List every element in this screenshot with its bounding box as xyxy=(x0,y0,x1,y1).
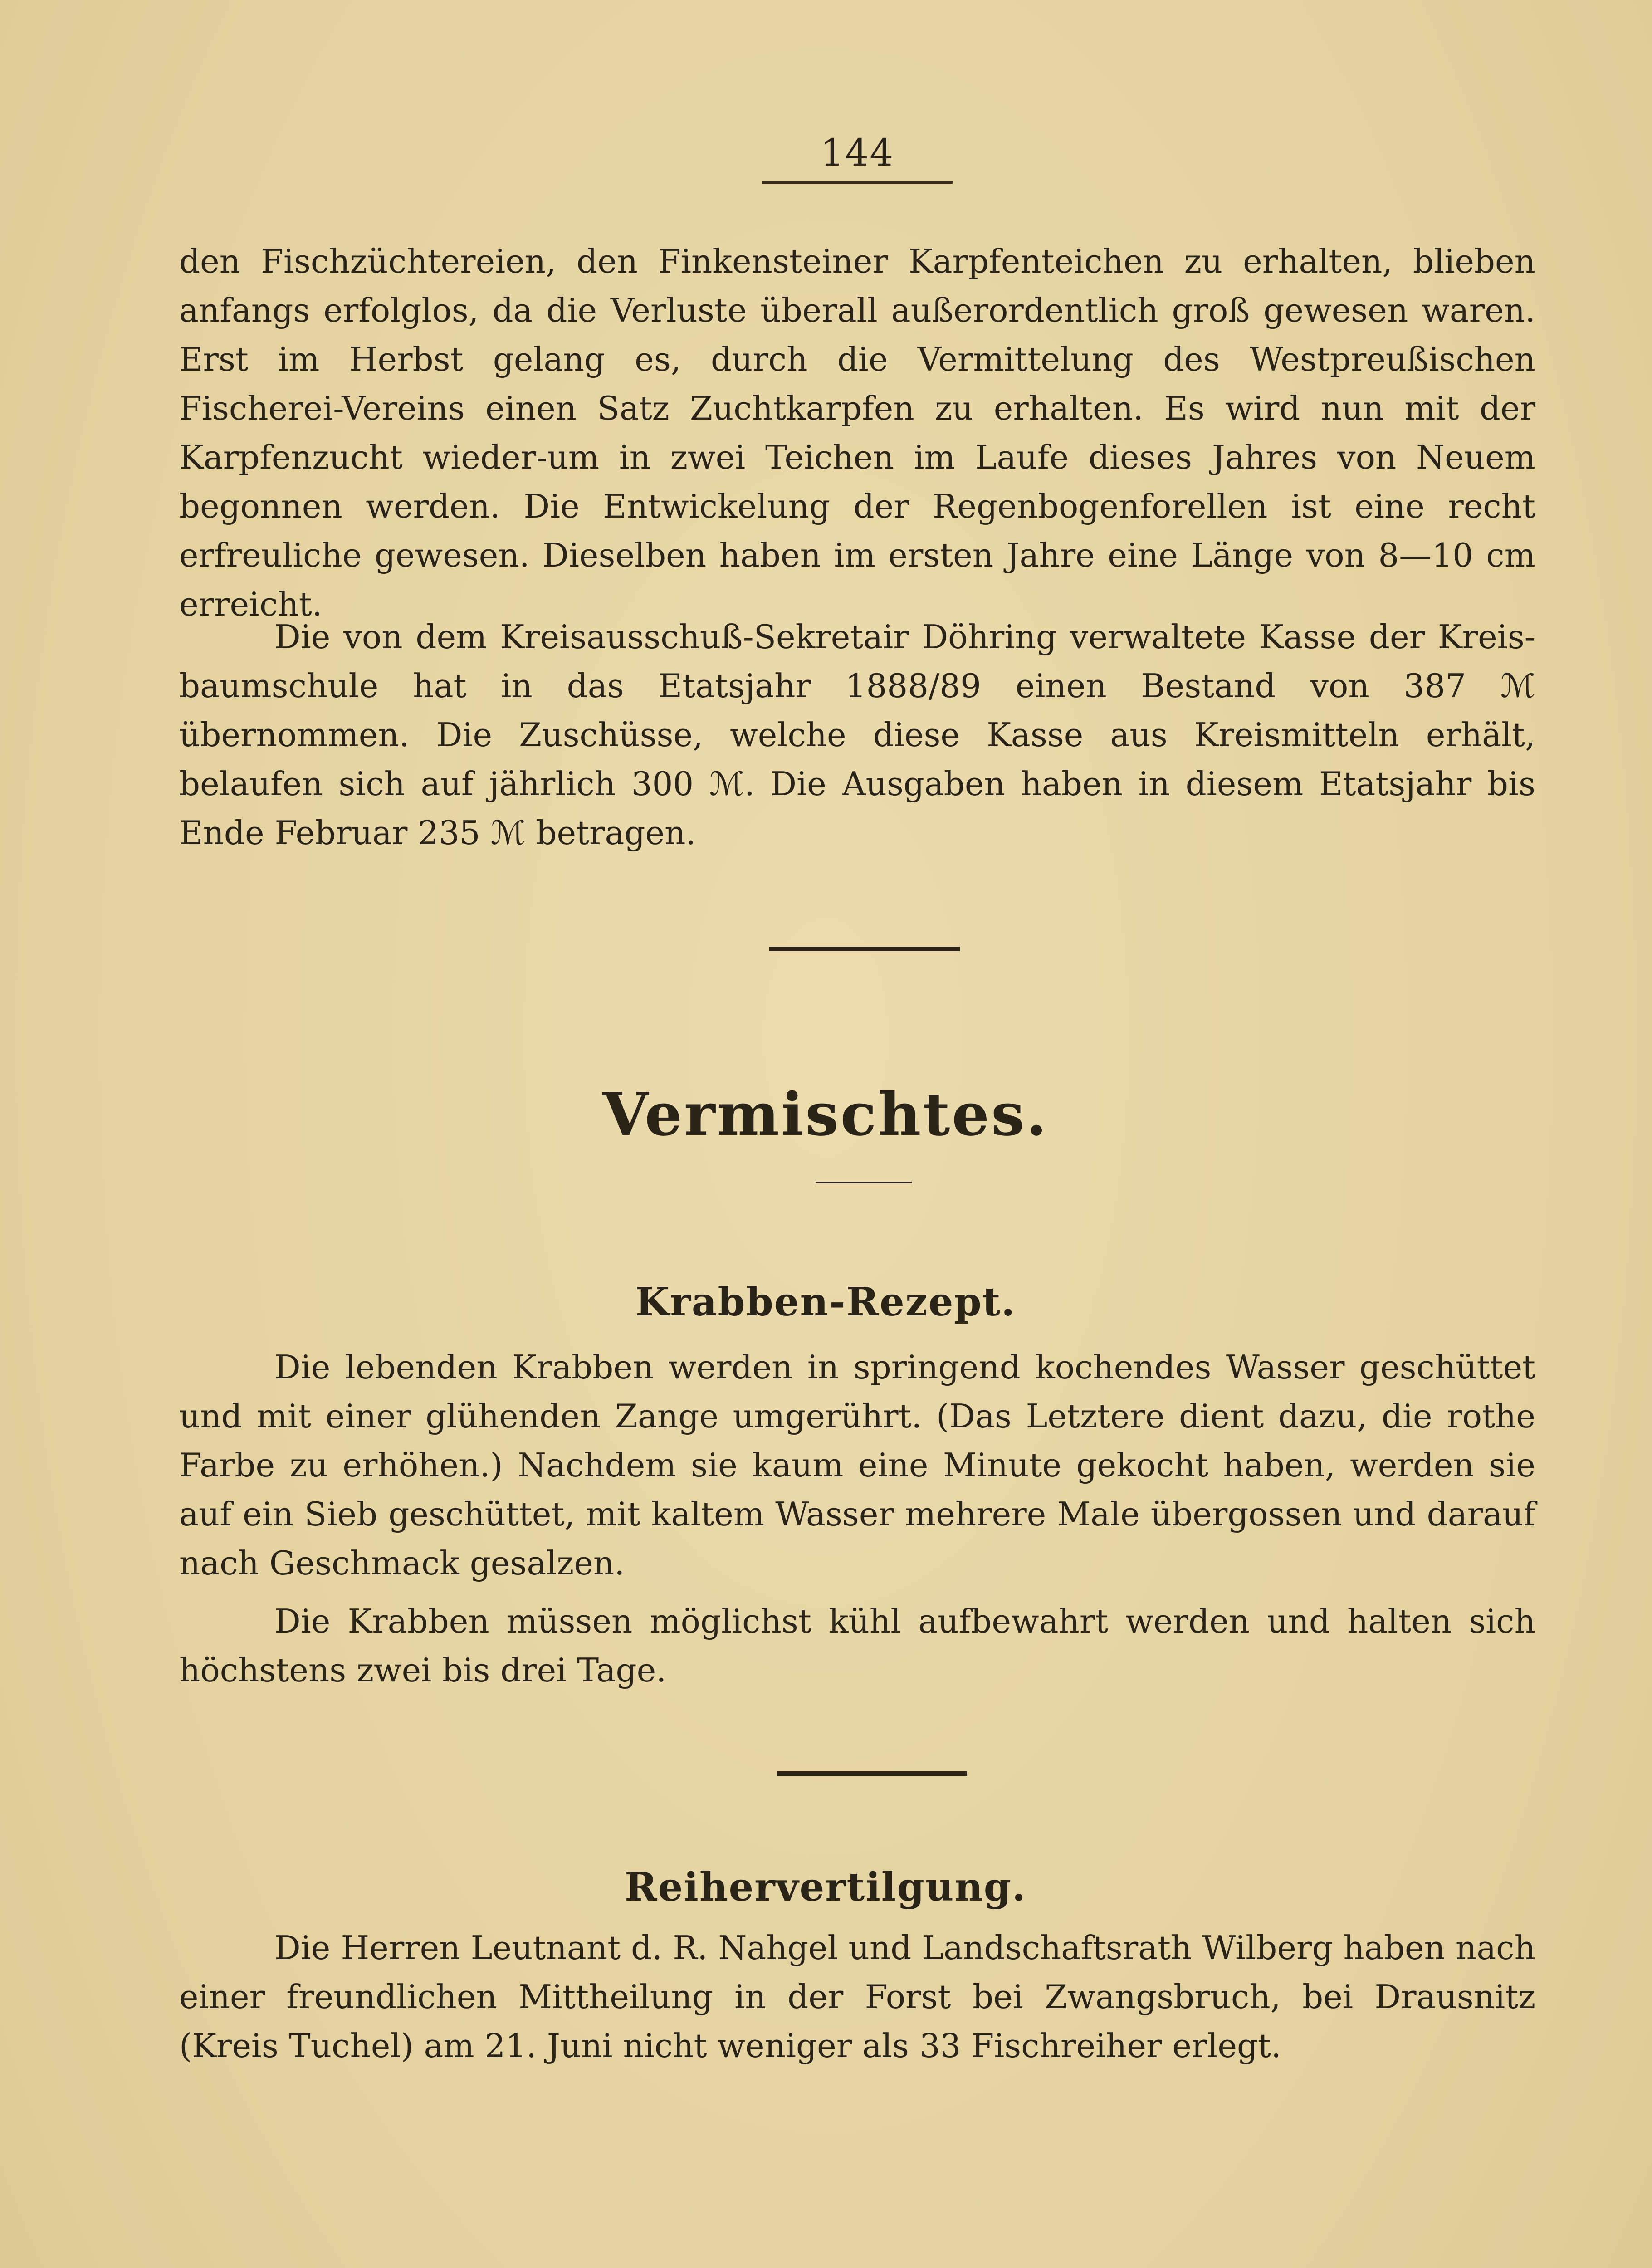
article-title-krabben: Krabben-Rezept. xyxy=(635,1279,1016,1325)
section-divider xyxy=(769,947,960,951)
intro-paragraph-1 xyxy=(179,237,1535,629)
page-number: 144 xyxy=(820,132,894,175)
article-reiher-paragraph-1: Die Herren Leutnant d. R. Nahgel und Landschaftsrath Wilberg haben nach einer freundlichen Mittheilung in der Forst bei Zwangsbruch, bei Drausnitz (Kreis Tuchel) am 21. Juni nicht weniger als 33 Fischreiher erlegt. xyxy=(179,1929,1535,2065)
article-divider xyxy=(777,1771,967,1776)
intro-text-1: den Fischzüchtereien, den Finkensteiner Karpfenteichen zu erhalten, blieben anfangs erfolglos, da die Verluste überall außerordentlich groß gewesen waren. Erst im Herbst gelang es, durch die Vermittelung des Westpreußischen Fischerei-Vereins einen Satz Zuchtkarpfen zu erhalten. Es wird nun mit der Karpfenzucht wieder-um in zwei Teichen im Laufe dieses Jahres von Neuem begonnen werden. Die Entwickelung der Regenbogenforellen ist eine recht erfreuliche gewesen. Dieselben haben im ersten Jahre eine Länge von 8—10 cm erreicht. xyxy=(179,242,1535,623)
article-title-reiher: Reihervertilgung. xyxy=(625,1864,1026,1910)
page-number-rule xyxy=(762,181,953,184)
article-body-krabben xyxy=(179,1343,1535,1695)
intro-paragraph-2 xyxy=(179,612,1535,857)
article-krabben-paragraph-1: Die lebenden Krabben werden in springend kochendes Wasser geschüttet und mit einer glühenden Zange umgerührt. (Das Letztere dient dazu, die rothe Farbe zu erhöhen.) Nachdem sie kaum eine Minute gekocht haben, werden sie auf ein Sieb geschüttet, mit kaltem Wasser mehrere Male übergossen und darauf nach Geschmack gesalzen. xyxy=(179,1348,1535,1582)
article-krabben-paragraph-2: Die Krabben müssen möglichst kühl aufbewahrt werden und halten sich höchstens zwei bis drei Tage. xyxy=(179,1602,1535,1689)
section-title-underline xyxy=(816,1182,912,1183)
section-title: Vermischtes. xyxy=(602,1080,1049,1149)
article-body-reiher xyxy=(179,1923,1535,2070)
intro-text-2: Die von dem Kreisausschuß-Sekretair Döhring verwaltete Kasse der Kreis-baumschule hat in das Etatsjahr 1888/89 einen Bestand von 387 ℳ übernommen. Die Zuschüsse, welche diese Kasse aus Kreismitteln erhält, belaufen sich auf jährlich 300 ℳ. Die Ausgaben haben in diesem Etatsjahr bis Ende Februar 235 ℳ betragen. xyxy=(179,618,1535,852)
